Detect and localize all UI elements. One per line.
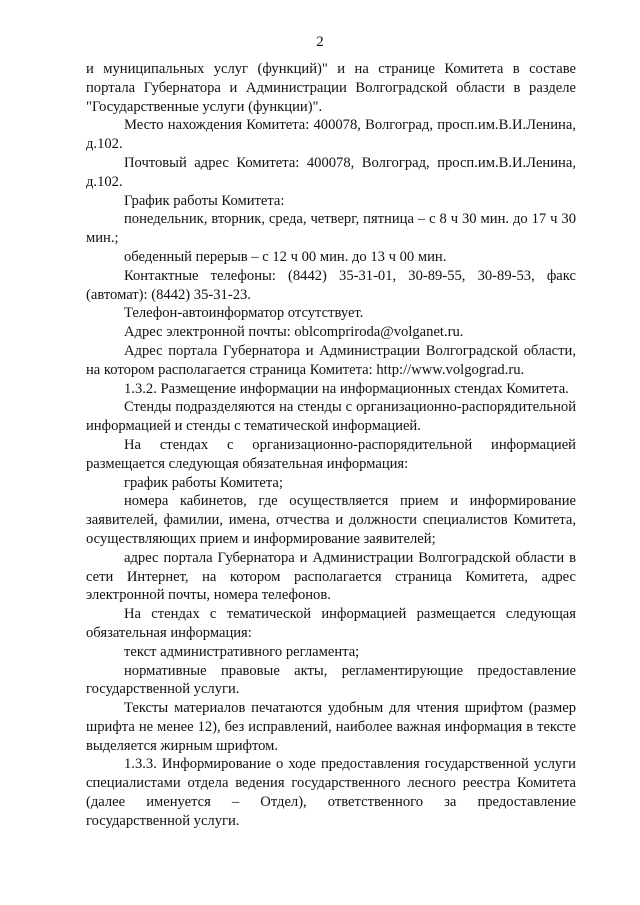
paragraph-thematic-stands: На стендах с тематической информацией размещается следующая обязательная информация: bbox=[86, 606, 576, 641]
paragraph-portal-address: Адрес портала Губернатора и Администрации Волгоградской области, на котором располагается страница Комитета: http://www.volgograd.ru. bbox=[86, 342, 576, 378]
paragraph-thematic-item-regulation: текст административного регламента; bbox=[124, 643, 360, 660]
paragraph-thematic-item-acts: нормативные правовые акты, регламентирующие предоставление государственной услуги. bbox=[86, 662, 576, 698]
paragraph-stands-types: Стенды подразделяются на стенды с организационно-распорядительной информацией и стенды с тематической информацией. bbox=[86, 399, 576, 435]
paragraph-org-item-rooms: номера кабинетов, где осуществляется прием и информирование заявителей, фамилии, имена, отчества и должности специалистов Комитета, осуществляющих прием и информирование заявителей; bbox=[86, 493, 576, 547]
paragraph-section-1-3-2: 1.3.2. Размещение информации на информационных стендах Комитета. bbox=[124, 380, 569, 397]
paragraph-email: Адрес электронной почты: oblcompriroda@volganet.ru. bbox=[124, 324, 464, 341]
paragraph-portal-section: и муниципальных услуг (функций)" и на странице Комитета в составе портала Губернатора и Администрации Волгоградской области в разделе "Государственные услуги (функции)". bbox=[86, 61, 576, 115]
paragraph-org-item-portal: адрес портала Губернатора и Администрации Волгоградской области в сети Интернет, на котором располагается страница Комитета, адрес электронной почты, номера телефонов. bbox=[86, 549, 576, 604]
paragraph-org-stands: На стендах с организационно-распорядительной информацией размещается следующая обязательная информация: bbox=[86, 436, 576, 472]
paragraph-lunch-break: обеденный перерыв – с 12 ч 00 мин. до 13 ч 00 мин. bbox=[124, 248, 447, 265]
paragraph-autoinformer: Телефон-автоинформатор отсутствует. bbox=[124, 305, 364, 322]
page-number: 2 bbox=[316, 34, 324, 50]
paragraph-postal-address: Почтовый адрес Комитета: 400078, Волгоград, просп.им.В.И.Ленина, д.102. bbox=[86, 154, 576, 190]
paragraph-section-1-3-3: 1.3.3. Информирование о ходе предоставления государственной услуги специалистами отдела ведения государственного лесного реестра Комитета (далее именуется – Отдел), ответственного за предоставление государственной услуги. bbox=[86, 756, 576, 829]
paragraph-phones: Контактные телефоны: (8442) 35-31-01, 30-89-55, 30-89-53, факс (автомат): (8442) 35-31-23. bbox=[86, 267, 576, 303]
paragraph-location: Место нахождения Комитета: 400078, Волгоград, просп.им.В.И.Ленина, д.102. bbox=[86, 117, 576, 153]
document-body bbox=[86, 60, 576, 831]
paragraph-schedule-heading: График работы Комитета: bbox=[124, 192, 285, 209]
paragraph-font-requirements: Тексты материалов печатаются удобным для чтения шрифтом (размер шрифта не менее 12), без исправлений, наиболее важная информация в тексте выделяется жирным шрифтом. bbox=[86, 700, 576, 754]
paragraph-org-item-schedule: график работы Комитета; bbox=[124, 474, 283, 491]
paragraph-workdays: понедельник, вторник, среда, четверг, пятница – с 8 ч 30 мин. до 17 ч 30 мин.; bbox=[86, 211, 576, 247]
